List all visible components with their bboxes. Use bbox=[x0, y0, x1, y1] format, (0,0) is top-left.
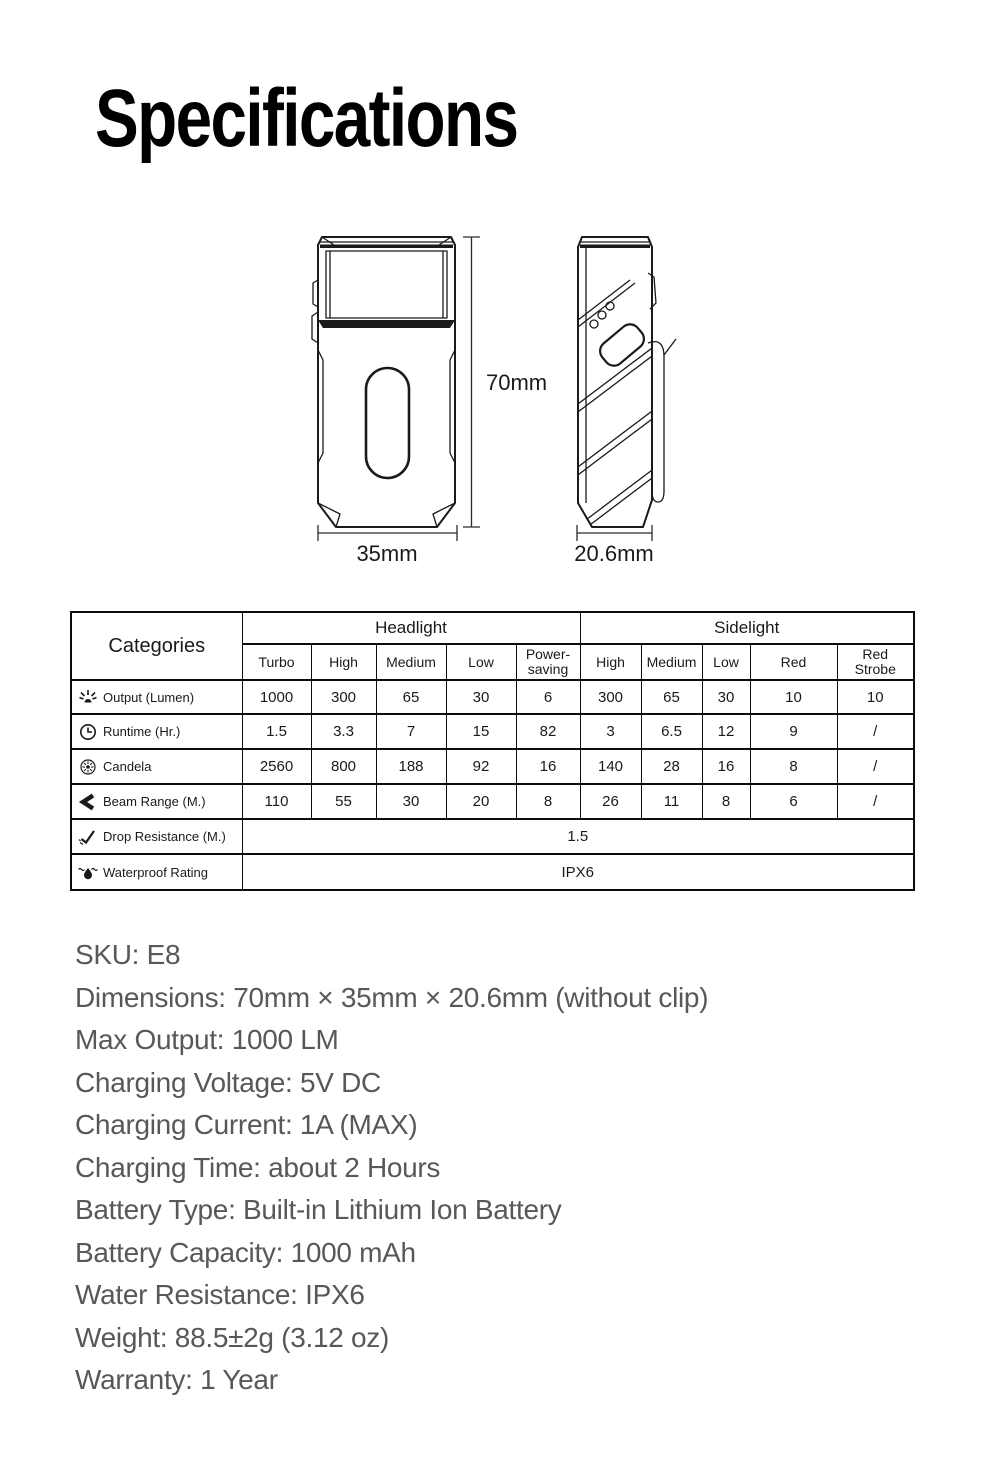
column-header-medium: Medium bbox=[376, 644, 446, 680]
runtime-row bbox=[71, 714, 914, 749]
value-cell: 6 bbox=[516, 680, 580, 714]
waterproof-value: IPX6 bbox=[242, 854, 914, 890]
value-cell: 140 bbox=[580, 749, 641, 784]
spec-line-dimensions: Dimensions: 70mm × 35mm × 20.6mm (without clip) bbox=[75, 981, 709, 1013]
height-dimension bbox=[463, 237, 547, 527]
column-header-powersaving: Power- saving bbox=[516, 644, 580, 680]
spec-line-weight: Weight: 88.5±2g (3.12 oz) bbox=[75, 1321, 389, 1353]
product-dimension-diagram bbox=[290, 225, 760, 575]
waterproof-row bbox=[71, 854, 914, 890]
value-cell: 65 bbox=[376, 680, 446, 714]
candela-row bbox=[71, 749, 914, 784]
drop-resistance-value: 1.5 bbox=[242, 819, 914, 854]
width-dimension bbox=[318, 525, 457, 566]
value-cell: 26 bbox=[580, 784, 641, 819]
column-header-side-low: Low bbox=[702, 644, 750, 680]
value-cell: 110 bbox=[242, 784, 311, 819]
depth-dimension bbox=[574, 525, 653, 566]
column-header-high: High bbox=[311, 644, 376, 680]
front-view-drawing bbox=[312, 237, 455, 527]
value-cell: 800 bbox=[311, 749, 376, 784]
spec-line-battery-type: Battery Type: Built-in Lithium Ion Battery bbox=[75, 1194, 562, 1225]
value-cell: 92 bbox=[446, 749, 516, 784]
value-cell: 82 bbox=[516, 714, 580, 749]
drop-resistance-row bbox=[71, 819, 914, 854]
value-cell: 30 bbox=[446, 680, 516, 714]
side-view-drawing bbox=[574, 237, 676, 537]
spec-line-charging-voltage: Charging Voltage: 5V DC bbox=[75, 1066, 381, 1098]
value-cell: 8 bbox=[516, 784, 580, 819]
width-label: 35mm bbox=[356, 541, 418, 566]
column-header-side-high: High bbox=[580, 644, 641, 680]
spec-line-max-output: Max Output: 1000 LM bbox=[75, 1024, 339, 1055]
spec-table bbox=[70, 611, 915, 891]
spec-line-charging-current: Charging Current: 1A (MAX) bbox=[75, 1109, 418, 1140]
value-cell: / bbox=[837, 749, 914, 784]
value-cell: 10 bbox=[750, 680, 837, 714]
column-header-turbo: Turbo bbox=[242, 644, 311, 680]
value-cell: 2560 bbox=[242, 749, 311, 784]
value-cell: 16 bbox=[516, 749, 580, 784]
column-header-red: Red bbox=[750, 644, 837, 680]
value-cell: 9 bbox=[750, 714, 837, 749]
value-cell: 8 bbox=[750, 749, 837, 784]
value-cell: 20 bbox=[446, 784, 516, 819]
spec-list bbox=[75, 934, 708, 1402]
beam-range-row bbox=[71, 784, 914, 819]
value-cell: 12 bbox=[702, 714, 750, 749]
column-header-red-strobe: Red Strobe bbox=[837, 644, 914, 680]
depth-label: 20.6mm bbox=[574, 541, 654, 566]
headlight-group-header: Headlight bbox=[242, 612, 580, 644]
value-cell: 28 bbox=[641, 749, 702, 784]
sidelight-group-header: Sidelight bbox=[580, 612, 914, 644]
row-label: Beam Range (M.) bbox=[103, 794, 206, 809]
value-cell: 55 bbox=[311, 784, 376, 819]
value-cell: 15 bbox=[446, 714, 516, 749]
categories-header: Categories bbox=[71, 612, 242, 680]
candela-icon bbox=[78, 757, 98, 777]
value-cell: 16 bbox=[702, 749, 750, 784]
value-cell: 8 bbox=[702, 784, 750, 819]
spec-line-warranty: Warranty: 1 Year bbox=[75, 1364, 278, 1395]
column-header-side-medium: Medium bbox=[641, 644, 702, 680]
row-label: Drop Resistance (M.) bbox=[103, 829, 226, 844]
value-cell: 3 bbox=[580, 714, 641, 749]
value-cell: 10 bbox=[837, 680, 914, 714]
beam-range-icon bbox=[78, 792, 98, 812]
output-row bbox=[71, 680, 914, 714]
spec-line-charging-time: Charging Time: about 2 Hours bbox=[75, 1151, 441, 1183]
output-icon bbox=[78, 687, 98, 707]
row-label: Waterproof Rating bbox=[103, 864, 209, 880]
value-cell: 65 bbox=[641, 680, 702, 714]
page-title: Specifications bbox=[95, 73, 518, 164]
spec-line-sku: SKU: E8 bbox=[75, 939, 181, 970]
column-header-low: Low bbox=[446, 644, 516, 680]
row-label: Output (Lumen) bbox=[103, 689, 195, 705]
value-cell: / bbox=[837, 784, 914, 819]
drop-resistance-icon bbox=[78, 827, 98, 847]
spec-line-water-resistance: Water Resistance: IPX6 bbox=[75, 1279, 365, 1310]
value-cell: 300 bbox=[580, 680, 641, 714]
value-cell: 6 bbox=[750, 784, 837, 819]
spec-line-battery-capacity: Battery Capacity: 1000 mAh bbox=[75, 1236, 416, 1268]
value-cell: 6.5 bbox=[641, 714, 702, 749]
height-label: 70mm bbox=[486, 370, 548, 395]
runtime-icon bbox=[78, 722, 98, 742]
waterproof-icon bbox=[78, 862, 98, 882]
value-cell: 3.3 bbox=[311, 714, 376, 749]
value-cell: / bbox=[837, 714, 914, 749]
value-cell: 30 bbox=[702, 680, 750, 714]
value-cell: 30 bbox=[376, 784, 446, 819]
value-cell: 1.5 bbox=[242, 714, 311, 749]
row-label: Runtime (Hr.) bbox=[103, 724, 181, 739]
value-cell: 188 bbox=[376, 749, 446, 784]
value-cell: 300 bbox=[311, 680, 376, 714]
value-cell: 11 bbox=[641, 784, 702, 819]
row-label: Candela bbox=[103, 759, 152, 774]
value-cell: 7 bbox=[376, 714, 446, 749]
value-cell: 1000 bbox=[242, 680, 311, 714]
